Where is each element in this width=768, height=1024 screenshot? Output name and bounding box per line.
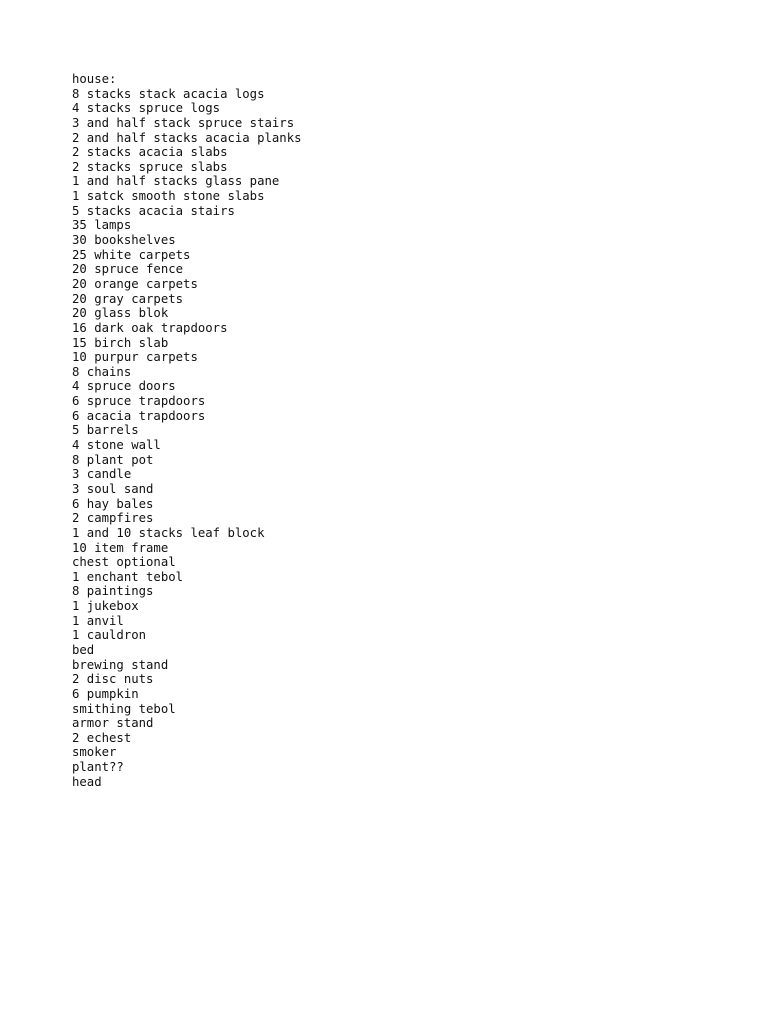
text-line: 2 disc nuts xyxy=(72,672,154,687)
text-line: 1 satck smooth stone slabs xyxy=(72,189,265,204)
text-line: 2 stacks acacia slabs xyxy=(72,145,228,160)
text-line: 6 spruce trapdoors xyxy=(72,394,206,409)
text-line: chest optional xyxy=(72,555,176,570)
text-line: 8 chains xyxy=(72,364,132,379)
text-line: 30 bookshelves xyxy=(72,233,176,248)
text-line: 25 white carpets xyxy=(72,247,191,262)
text-line: 6 acacia trapdoors xyxy=(72,408,206,423)
text-line: head xyxy=(72,774,102,789)
text-line: 8 paintings xyxy=(72,584,154,599)
text-line: smithing tebol xyxy=(72,701,176,716)
text-line: 35 lamps xyxy=(72,218,132,233)
text-line: 1 anvil xyxy=(72,613,124,628)
text-line: house: xyxy=(72,72,117,86)
document-page xyxy=(72,72,732,789)
text-line: 5 stacks acacia stairs xyxy=(72,203,235,218)
text-line: 10 purpur carpets xyxy=(72,350,198,365)
text-line: 2 stacks spruce slabs xyxy=(72,159,228,174)
text-line: bed xyxy=(72,642,95,657)
text-line: 20 glass blok xyxy=(72,306,169,321)
text-line: 20 spruce fence xyxy=(72,262,184,277)
text-line: 1 enchant tebol xyxy=(72,569,184,584)
text-line: 1 jukebox xyxy=(72,599,139,614)
text-line: 1 and 10 stacks leaf block xyxy=(72,525,265,540)
text-line: 4 stone wall xyxy=(72,438,161,453)
text-line: armor stand xyxy=(72,716,154,731)
text-line: 2 and half stacks acacia planks xyxy=(72,130,302,145)
text-line: 4 spruce doors xyxy=(72,379,176,394)
text-line: 6 hay bales xyxy=(72,496,154,511)
text-line: 20 gray carpets xyxy=(72,291,184,306)
text-line: 3 candle xyxy=(72,467,132,482)
text-line: 3 soul sand xyxy=(72,481,154,496)
text-line: smoker xyxy=(72,745,117,760)
text-line: 10 item frame xyxy=(72,540,169,555)
text-line: brewing stand xyxy=(72,657,169,672)
text-line: 8 stacks stack acacia logs xyxy=(72,86,265,101)
text-line: 4 stacks spruce logs xyxy=(72,101,221,116)
text-line: 16 dark oak trapdoors xyxy=(72,320,228,335)
text-line: 8 plant pot xyxy=(72,452,154,467)
text-line: 6 pumpkin xyxy=(72,686,139,701)
text-line: 1 cauldron xyxy=(72,628,147,643)
text-line: 3 and half stack spruce stairs xyxy=(72,115,295,130)
text-line: 15 birch slab xyxy=(72,335,169,350)
text-line: 2 campfires xyxy=(72,511,154,526)
text-line: 20 orange carpets xyxy=(72,276,198,291)
text-line: 5 barrels xyxy=(72,423,139,438)
text-line: plant?? xyxy=(72,760,124,775)
text-line: 2 echest xyxy=(72,730,132,745)
text-line: 1 and half stacks glass pane xyxy=(72,174,280,189)
